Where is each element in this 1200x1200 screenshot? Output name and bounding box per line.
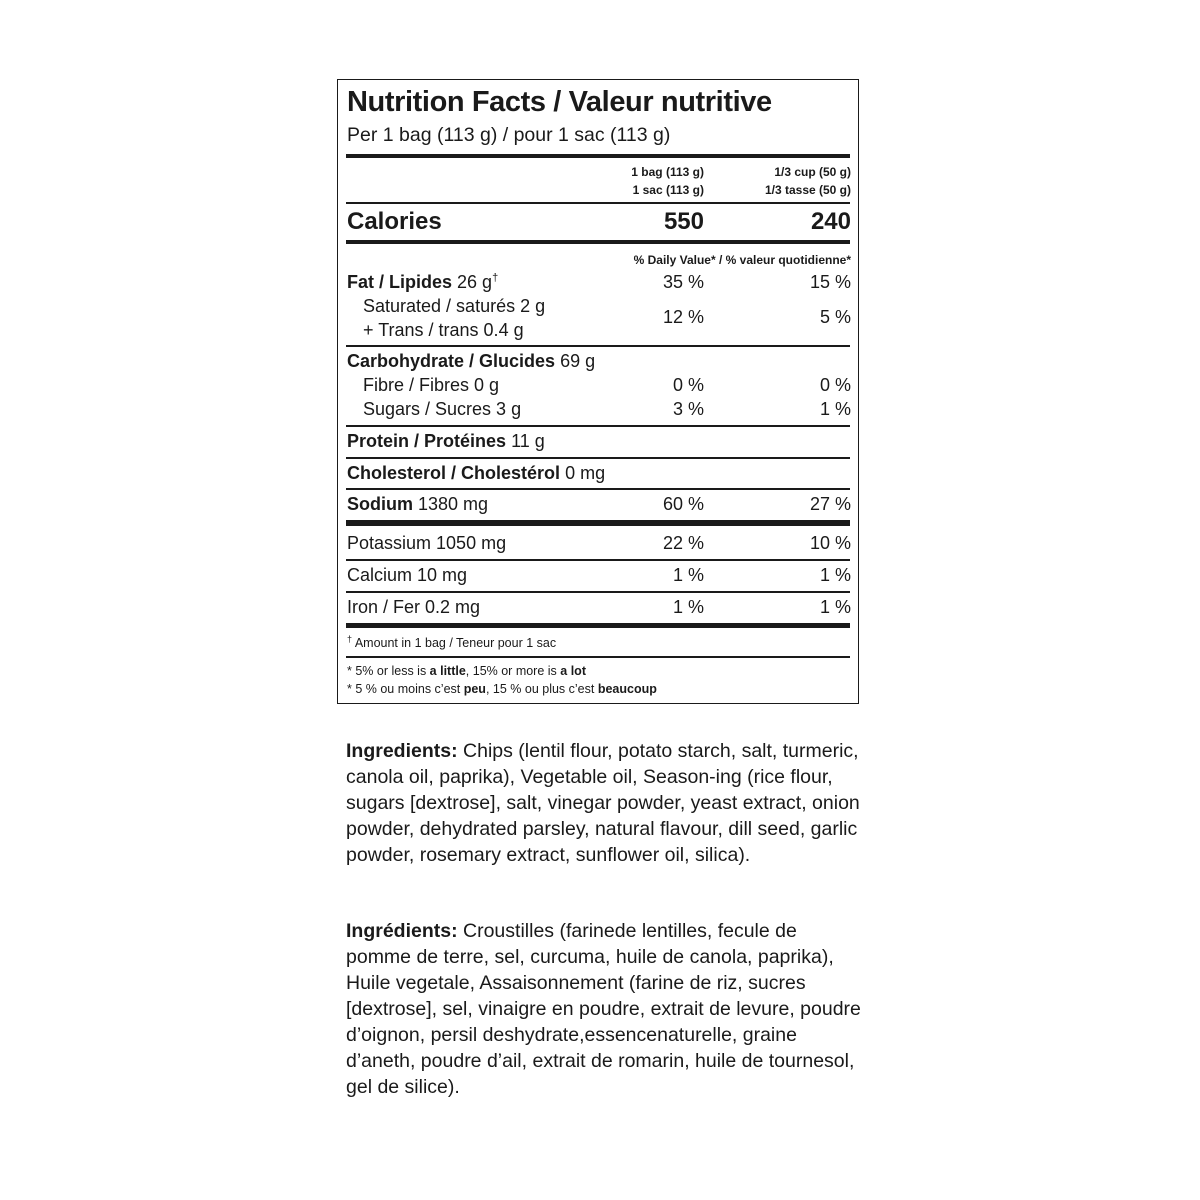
sugars-label: Sugars / Sucres 3 g (363, 399, 522, 419)
trans-label: + Trans / trans 0.4 g (363, 320, 524, 340)
potassium-dv-bag: 22 % (662, 533, 704, 553)
saturated-label: Saturated / saturés 2 g (363, 296, 546, 316)
sodium-dv-bag: 60 % (662, 494, 704, 514)
fat-row: Fat / Lipides 26 g† (347, 272, 499, 292)
ingredients-english (346, 738, 866, 868)
iron-label: Iron / Fer 0.2 mg (347, 597, 481, 617)
fibre-dv-bag: 0 % (672, 375, 704, 395)
sugars-dv-bag: 3 % (672, 399, 704, 419)
nutrition-title: Nutrition Facts / Valeur nutritive (347, 86, 772, 118)
calories-value-bag: 550 (663, 208, 704, 235)
rule (346, 202, 850, 204)
column-header-bag: 1 bag (113 g) 1 sac (113 g) (631, 165, 704, 197)
saturated-dv-cup: 5 % (819, 307, 851, 327)
thick-rule (346, 623, 850, 628)
carbohydrate-row: Carbohydrate / Glucides 69 g (347, 351, 596, 371)
daily-value-note-fr: * 5 % ou moins c’est peu, 15 % ou plus c’est beaucoup (347, 682, 657, 696)
column-header-cup: 1/3 cup (50 g) 1/3 tasse (50 g) (764, 165, 851, 197)
rule (346, 591, 850, 593)
sugars-dv-cup: 1 % (819, 399, 851, 419)
rule (346, 656, 850, 658)
calories-label: Calories (347, 208, 442, 235)
rule (346, 488, 850, 490)
nutrition-facts-table (337, 79, 859, 704)
ingredients-label-fr: Ingrédients: (346, 920, 458, 942)
thick-rule (346, 520, 850, 526)
calcium-dv-cup: 1 % (819, 565, 851, 585)
iron-dv-bag: 1 % (672, 597, 704, 617)
sodium-dv-cup: 27 % (809, 494, 851, 514)
saturated-dv-bag: 12 % (662, 307, 704, 327)
thick-rule (346, 240, 850, 244)
footnote: † Amount in 1 bag / Teneur pour 1 sac (347, 634, 557, 651)
ingredients-label-en: Ingredients: (346, 740, 458, 762)
thick-rule (346, 154, 850, 158)
rule (346, 559, 850, 561)
rule (346, 457, 850, 459)
fibre-label: Fibre / Fibres 0 g (363, 375, 500, 395)
calcium-dv-bag: 1 % (672, 565, 704, 585)
fibre-dv-cup: 0 % (819, 375, 851, 395)
calcium-label: Calcium 10 mg (347, 565, 468, 585)
serving-size: Per 1 bag (113 g) / pour 1 sac (113 g) (347, 124, 671, 146)
protein-row: Protein / Protéines 11 g (347, 431, 545, 451)
fat-dv-cup: 15 % (809, 272, 851, 292)
cholesterol-row: Cholesterol / Cholestérol 0 mg (347, 463, 606, 483)
daily-value-note-en: * 5% or less is a little, 15% or more is a lot (347, 664, 586, 678)
rule (346, 345, 850, 347)
daily-value-header: % Daily Value* / % valeur quotidienne* (633, 253, 851, 267)
potassium-dv-cup: 10 % (809, 533, 851, 553)
rule (346, 425, 850, 427)
potassium-label: Potassium 1050 mg (347, 533, 507, 553)
ingredients-text-fr: Croustilles (farinede lentilles, fecule de pomme de terre, sel, curcuma, huile de canola, paprika), Huile vegetale, Assaisonnement (farine de riz, sucres [dextrose], sel, vinaigre en poudre, extrait de levure, poudre d’oignon, persil deshydrate,essencenaturelle, graine d’aneth, poudre d’ail, extrait de romarin, huile de tournesol, gel de silice). (346, 920, 861, 1098)
ingredients-french (346, 918, 866, 1100)
ingredients-text-en: Chips (lentil flour, potato starch, salt, turmeric, canola oil, paprika), Vegetable oil, Season-ing (rice flour, sugars [dextrose], salt, vinegar powder, yeast extract, onion powder, dehydrated parsley, natural flavour, dill seed, garlic powder, rosemary extract, sunflower oil, silica). (346, 740, 860, 866)
calories-value-cup: 240 (810, 208, 851, 235)
iron-dv-cup: 1 % (819, 597, 851, 617)
sodium-row: Sodium 1380 mg (347, 494, 489, 514)
fat-dv-bag: 35 % (662, 272, 704, 292)
